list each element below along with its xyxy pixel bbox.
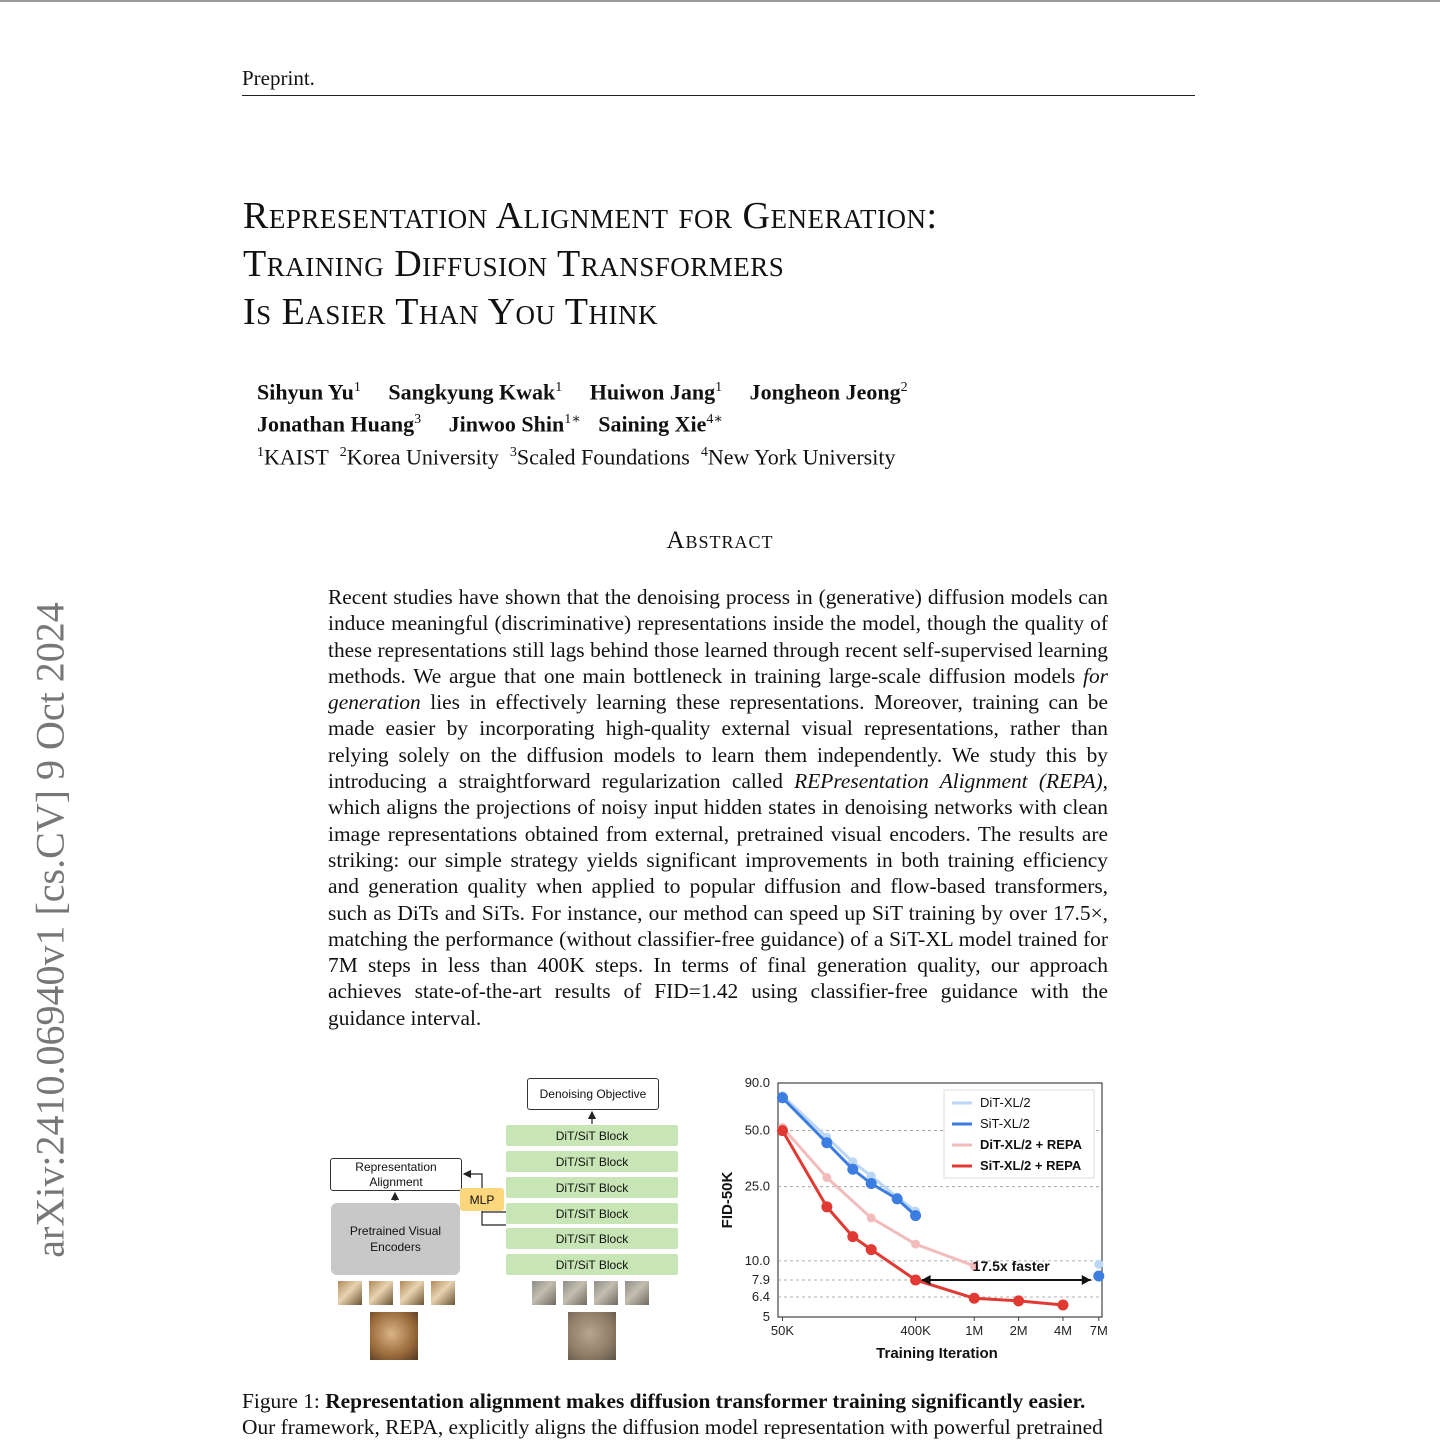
x-axis-label: Training Iteration	[876, 1345, 998, 1362]
abstract-text: , which aligns the projections of noisy input hidden states in denoising networks with clean image representations obtained from external, pretrained visual encoders. The results are striking: our simple strategy yields significant improvements in both training efficiency and generation quality when applied to popular diffusion and flow-based transformers, such as DiTs and SiTs. For instance, our method can speed up SiT training by over 17.5×, matching the performance (without classifier-free guidance) of a SiT-XL model trained for 7M steps in less than 400K steps. In terms of final generation quality, our approach achieves state-of-the-art results of FID=1.42 using classifier-free guidance with the guidance interval.	[328, 769, 1108, 1030]
author-sup: 1	[555, 380, 563, 395]
data-point	[1013, 1295, 1024, 1306]
affil-sup: 4	[700, 444, 708, 460]
data-point	[969, 1293, 980, 1304]
title-line-3: Is Easier Than You Think	[243, 291, 658, 333]
paper-title	[243, 192, 938, 336]
data-point	[1094, 1260, 1103, 1269]
legend-label: DiT-XL/2 + REPA	[980, 1137, 1082, 1152]
dit-sit-block: DiT/SiT Block	[506, 1254, 678, 1275]
x-tick-label: 50K	[770, 1323, 795, 1338]
author-sup: 3	[414, 412, 422, 428]
x-tick-label: 2M	[1009, 1323, 1028, 1338]
data-point	[910, 1210, 921, 1221]
data-point	[847, 1231, 858, 1242]
author-sup: 4∗	[706, 412, 723, 428]
data-point	[1057, 1299, 1068, 1310]
architecture-diagram	[320, 1070, 700, 1370]
data-point	[777, 1125, 788, 1136]
data-point	[777, 1092, 788, 1103]
authors-row-1	[257, 374, 908, 406]
legend-label: DiT-XL/2	[980, 1095, 1031, 1110]
author-block	[257, 374, 908, 471]
arrow-mlp-to-align	[464, 1174, 482, 1188]
abstract-emphasis: REPresentation Alignment (REPA)	[794, 769, 1103, 794]
caption-label: Figure 1:	[242, 1389, 320, 1413]
affiliation: New York University	[707, 443, 896, 469]
pretrained-encoders-box	[331, 1203, 460, 1275]
dit-sit-block: DiT/SiT Block	[506, 1151, 678, 1172]
dit-sit-block: DiT/SiT Block	[506, 1203, 678, 1224]
fid-chart	[712, 1072, 1112, 1372]
affil-sup: 1	[257, 444, 264, 460]
abstract-body	[328, 584, 1108, 1031]
y-tick-label: 10.0	[744, 1252, 770, 1268]
image-patch	[338, 1281, 362, 1305]
author-name: Jinwoo Shin	[448, 411, 565, 437]
image-patch	[369, 1281, 393, 1305]
author-sup: 2	[900, 380, 908, 395]
data-point	[867, 1213, 876, 1222]
x-tick-label: 4M	[1053, 1323, 1073, 1338]
data-point	[866, 1178, 877, 1189]
abstract-text: Recent studies have shown that the denoising process in (generative) diffusion models can induce meaningful (discriminative) representations inside the model, though the quality of these representations still lags behind those learned through recent self-supervised learning methods. We argue that one main bottleneck in training large-scale diffusion models	[328, 585, 1108, 688]
affiliations	[257, 439, 908, 471]
data-point	[910, 1274, 921, 1285]
data-point	[892, 1193, 903, 1204]
affiliation: KAIST	[264, 443, 329, 469]
author-name: Saining Xie	[598, 411, 707, 437]
dit-sit-block: DiT/SiT Block	[506, 1125, 678, 1146]
data-point	[911, 1240, 920, 1249]
affiliation: Scaled Foundations	[516, 443, 690, 469]
noisy-cat-image	[568, 1312, 616, 1360]
author-sup: 1∗	[564, 412, 581, 428]
y-tick-label: 6.4	[751, 1289, 770, 1305]
legend-label: SiT-XL/2 + REPA	[980, 1158, 1082, 1173]
speedup-annotation: 17.5x faster	[972, 1257, 1050, 1274]
top-border	[0, 0, 1440, 2]
legend-label: SiT-XL/2	[980, 1116, 1030, 1131]
title-line-1: Representation Alignment for Generation:	[243, 195, 938, 237]
representation-alignment-box: Representation Alignment	[330, 1158, 462, 1191]
data-point	[1093, 1270, 1104, 1281]
data-point	[821, 1137, 832, 1148]
y-tick-label: 25.0	[744, 1178, 770, 1194]
y-axis-label: FID-50K	[719, 1171, 736, 1229]
author-name: Sangkyung Kwak	[388, 379, 556, 405]
dit-sit-block: DiT/SiT Block	[506, 1228, 678, 1249]
mlp-box: MLP	[460, 1188, 504, 1211]
caption-line: Our framework, REPA, explicitly aligns the diffusion model representation with powerful pretrained	[242, 1415, 1103, 1439]
data-point	[866, 1244, 877, 1255]
affiliation: Korea University	[346, 443, 499, 469]
y-tick-label: 90.0	[744, 1075, 770, 1090]
denoising-objective-box: Denoising Objective	[527, 1078, 659, 1110]
figure-caption	[242, 1388, 1195, 1440]
noisy-patch	[532, 1281, 556, 1305]
noisy-patch	[625, 1281, 649, 1305]
x-tick-label: 7M	[1089, 1323, 1108, 1338]
author-name: Jonathan Huang	[257, 411, 415, 437]
preprint-label: Preprint.	[242, 66, 315, 90]
y-tick-label: 50.0	[744, 1122, 770, 1138]
author-sup: 1	[353, 380, 361, 395]
y-tick-label: 7.9	[751, 1271, 770, 1287]
x-tick-label: 400K	[900, 1323, 931, 1338]
abstract-heading: Abstract	[666, 527, 774, 554]
abstract-text: lies in effectively learning these representations. Moreover, training can be made easier by incorporating high-quality external visual representations, rather than relying solely on the diffusion models to learn them independently. We study this by introducing a straightforward regularization called	[328, 690, 1108, 794]
header-rule	[242, 95, 1195, 96]
author-sup: 1	[715, 380, 723, 395]
arxiv-stamp: arXiv:2410.06940v1 [cs.CV] 9 Oct 2024	[27, 602, 73, 1258]
x-tick-label: 1M	[965, 1323, 984, 1338]
dit-sit-block: DiT/SiT Block	[506, 1177, 678, 1198]
clean-cat-image	[370, 1312, 418, 1360]
noisy-patch	[563, 1281, 587, 1305]
authors-row-2	[257, 406, 908, 438]
author-name: Jongheon Jeong	[749, 379, 901, 405]
y-tick-label: 5	[762, 1309, 770, 1324]
caption-bold: Representation alignment makes diffusion transformer training significantly easier.	[325, 1389, 1086, 1413]
encoders-label: Pretrained Visual Encoders	[349, 1224, 442, 1254]
abstract-emphasis: for generation	[328, 663, 1108, 715]
affil-sup: 2	[339, 444, 347, 460]
noisy-patch	[594, 1281, 618, 1305]
data-point	[822, 1173, 831, 1182]
fid-chart-svg	[712, 1072, 1112, 1372]
title-line-2: Training Diffusion Transformers	[243, 243, 785, 285]
image-patch	[400, 1281, 424, 1305]
data-point	[821, 1201, 832, 1212]
author-name: Sihyun Yu	[257, 379, 354, 405]
author-name: Huiwon Jang	[589, 379, 716, 405]
affil-sup: 3	[509, 444, 517, 460]
image-patch	[431, 1281, 455, 1305]
data-point	[847, 1164, 858, 1175]
